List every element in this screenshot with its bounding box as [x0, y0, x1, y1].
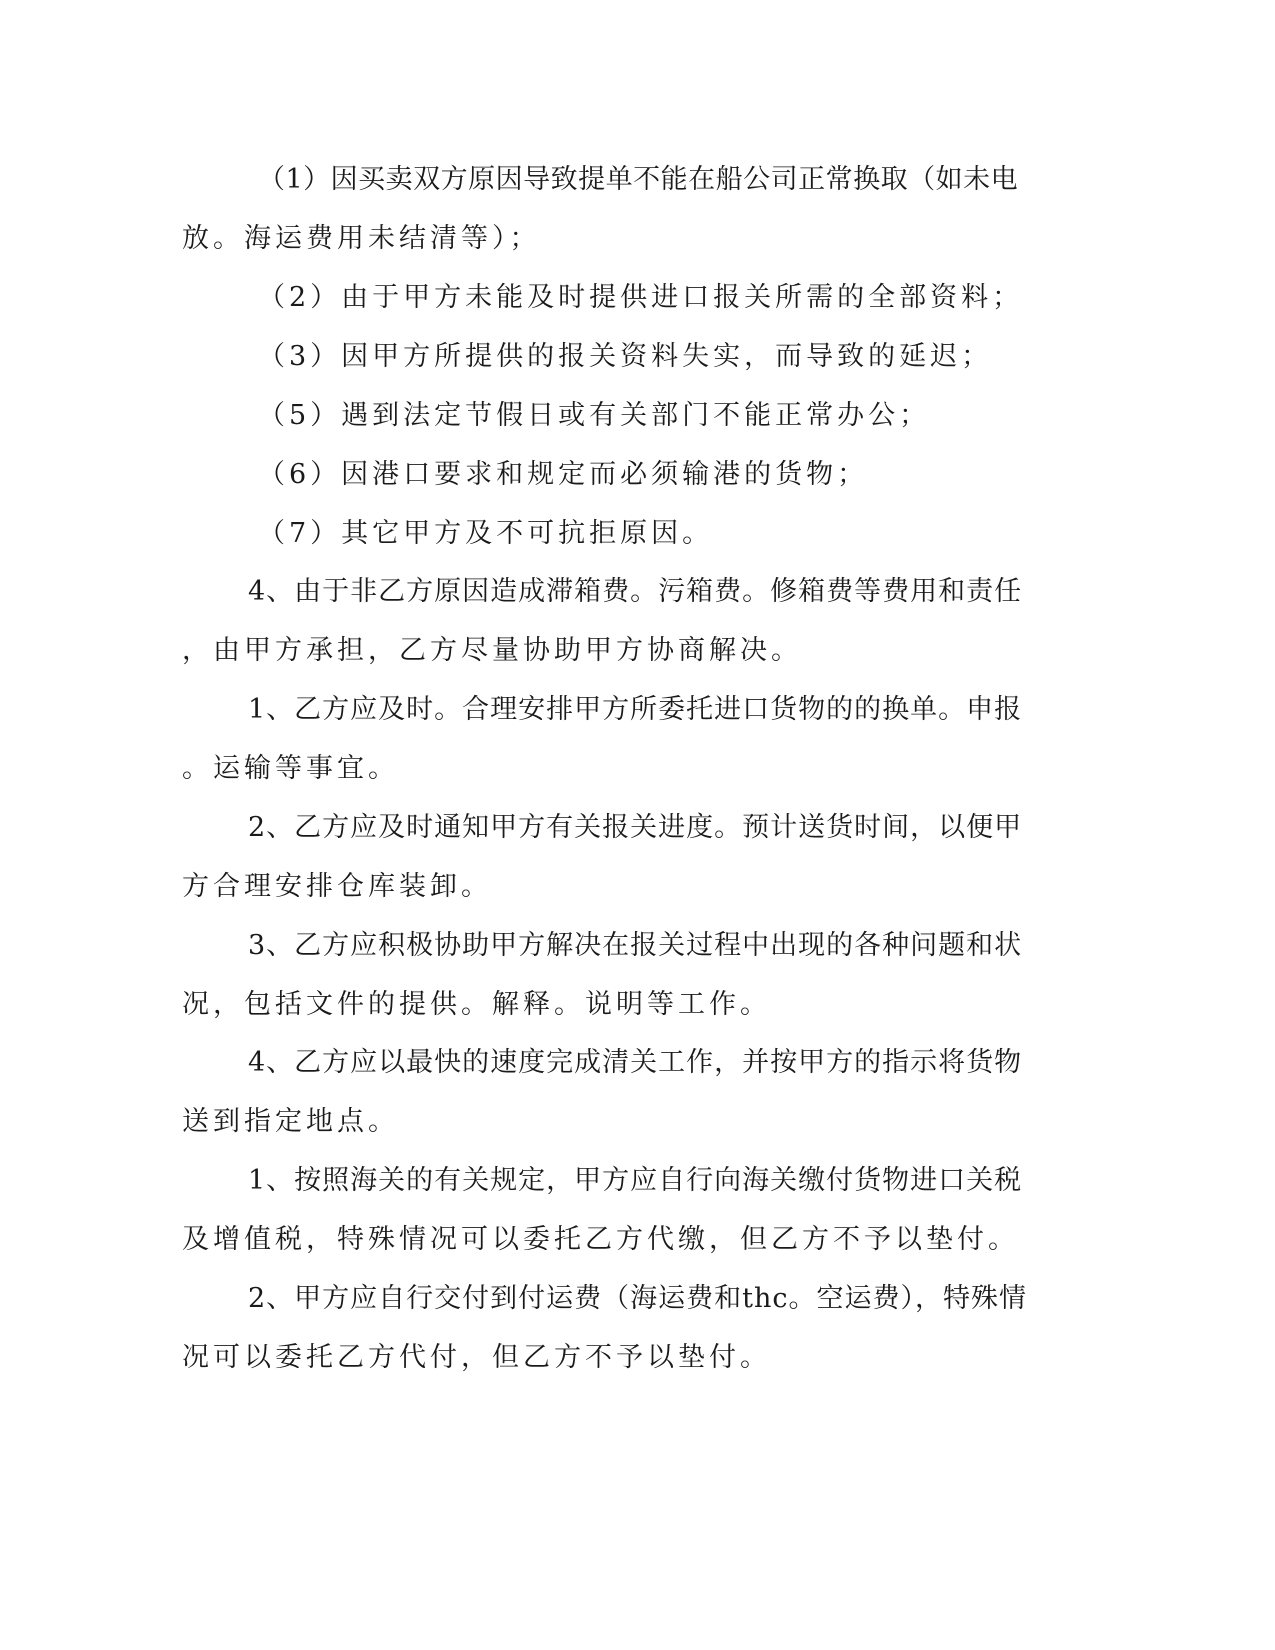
- paragraph-line: 4、由于非乙方原因造成滞箱费。污箱费。修箱费等费用和责任: [248, 576, 1023, 607]
- paragraph-line: 。运输等事宜。: [182, 753, 399, 784]
- paragraph-line: 况可以委托乙方代付，但乙方不予以垫付。: [182, 1342, 771, 1373]
- paragraph-line: 2、乙方应及时通知甲方有关报关进度。预计送货时间，以便甲: [248, 812, 1023, 843]
- paragraph-line: （7）其它甲方及不可抗拒原因。: [258, 518, 714, 549]
- paragraph-line: 送到指定地点。: [182, 1106, 399, 1137]
- paragraph-line: 3、乙方应积极协助甲方解决在报关过程中出现的各种问题和状: [248, 930, 1023, 961]
- paragraph-line: 方合理安排仓库装卸。: [182, 871, 492, 902]
- paragraph-line: 2、甲方应自行交付到付运费（海运费和thc。空运费），特殊情: [248, 1283, 1028, 1314]
- paragraph-line: （1）因买卖双方原因导致提单不能在船公司正常换取（如未电: [258, 164, 1019, 195]
- paragraph-line: 况，包括文件的提供。解释。说明等工作。: [182, 989, 771, 1020]
- paragraph-line: 放。海运费用未结清等）；: [182, 223, 541, 254]
- paragraph-line: （6）因港口要求和规定而必须输港的货物；: [258, 459, 869, 490]
- paragraph-line: 1、乙方应及时。合理安排甲方所委托进口货物的的换单。申报: [248, 694, 1023, 725]
- paragraph-line: （3）因甲方所提供的报关资料失实，而导致的延迟；: [258, 341, 993, 372]
- paragraph-line: 及增值税，特殊情况可以委托乙方代缴，但乙方不予以垫付。: [182, 1224, 1019, 1255]
- paragraph-line: （2）由于甲方未能及时提供进口报关所需的全部资料；: [258, 282, 1024, 313]
- paragraph-line: ，由甲方承担，乙方尽量协助甲方协商解决。: [182, 635, 802, 666]
- paragraph-line: （5）遇到法定节假日或有关部门不能正常办公；: [258, 400, 931, 431]
- paragraph-line: 1、按照海关的有关规定，甲方应自行向海关缴付货物进口关税: [248, 1165, 1023, 1196]
- paragraph-line: 4、乙方应以最快的速度完成清关工作，并按甲方的指示将货物: [248, 1047, 1023, 1078]
